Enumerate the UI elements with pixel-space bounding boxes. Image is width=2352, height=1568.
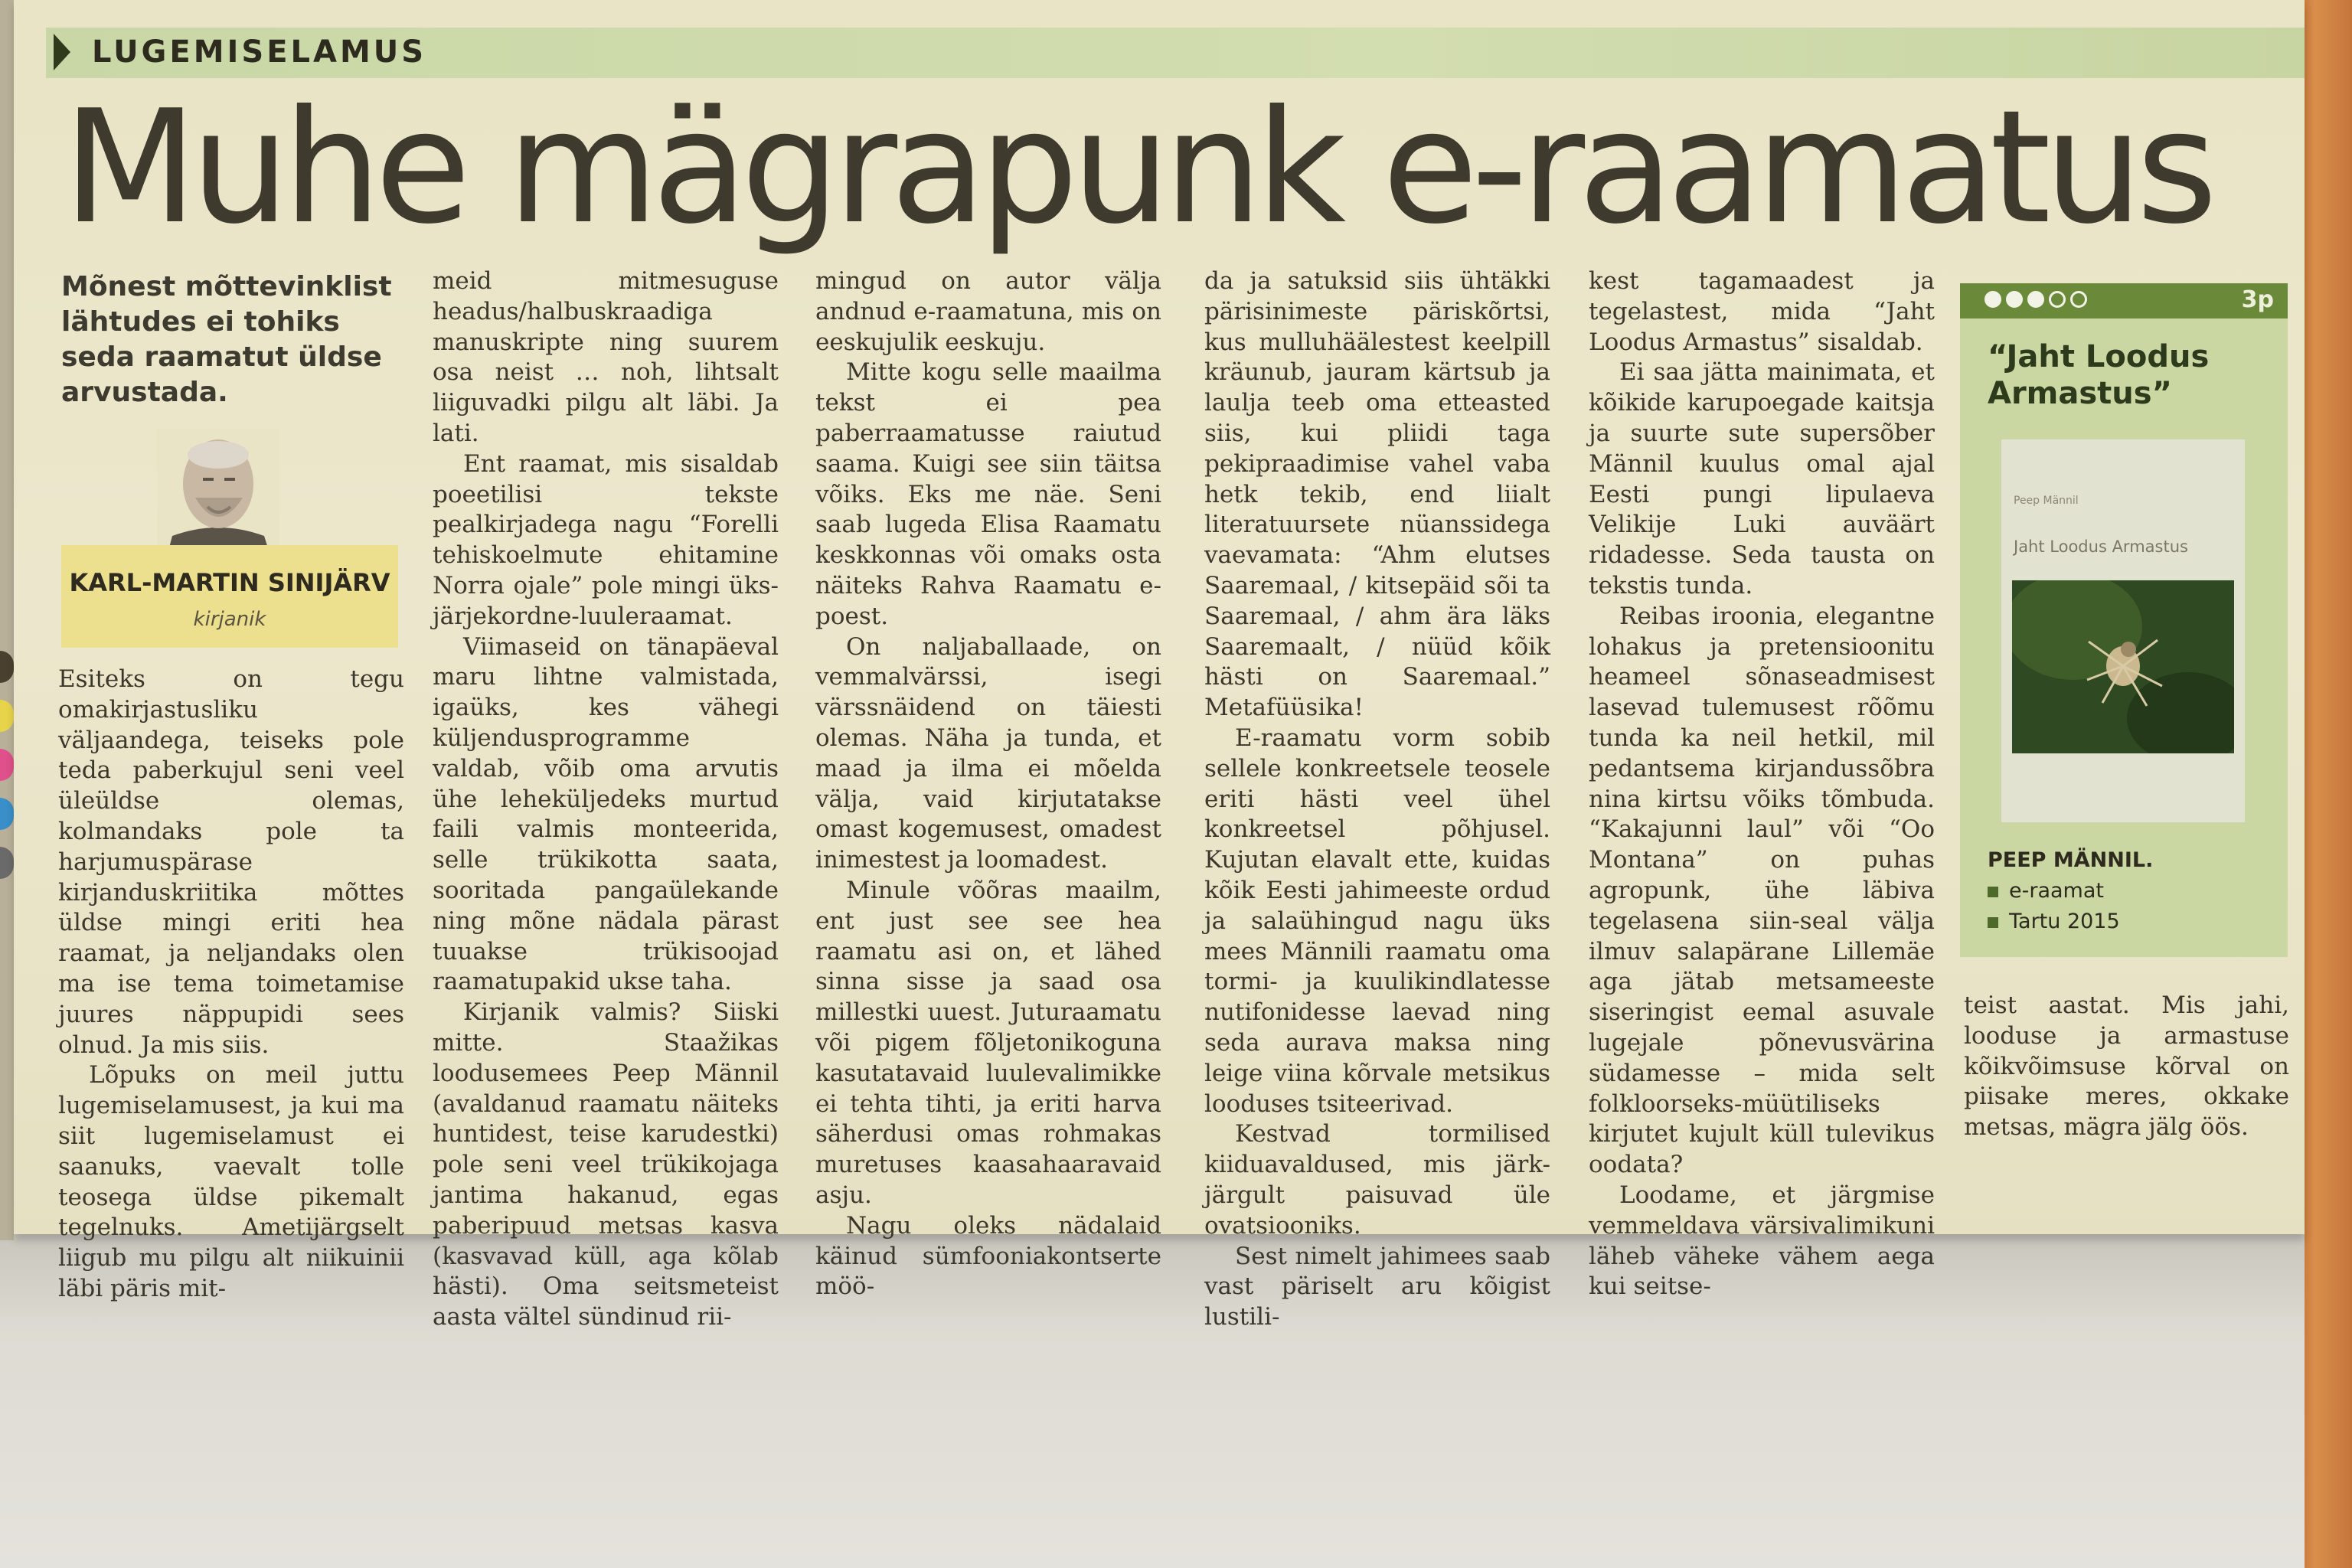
book-infobox bbox=[1960, 283, 2288, 957]
paragraph: Loodame, et järgmise vemmeldava värsivalimikuni läheb väheke vähem aega kui seitse- bbox=[1589, 1181, 1935, 1301]
book-cover bbox=[2001, 439, 2245, 822]
article-column-4 bbox=[1204, 266, 1550, 1333]
rating-header bbox=[1960, 283, 2288, 318]
book-format bbox=[1988, 876, 2278, 906]
paragraph: On naljaballaade, on vemmalvärssi, isegi värssnäidend on täiesti olemas. Näha ja tunda, et maad ja ilma ei mõelda välja, vaid kirjutatakse omast kogemusest, omadest inimestest ja loomadest. bbox=[815, 632, 1161, 874]
cover-author: Peep Männil bbox=[2014, 495, 2079, 507]
article-column-1 bbox=[58, 665, 404, 1305]
author-name: KARL-MARTIN SINIJÄRV bbox=[69, 568, 390, 597]
cover-spider-photo bbox=[2012, 580, 2234, 753]
cover-title: Jaht Loodus Armastus bbox=[2014, 537, 2188, 556]
rating-dots bbox=[1984, 291, 2092, 311]
article-column-6 bbox=[1964, 991, 2289, 1143]
rating-dot-filled-icon bbox=[2027, 291, 2044, 308]
paragraph: kest tagamaadest ja tegelastest, mida “Jaht Loodus Armastus” sisaldab. bbox=[1589, 267, 1935, 356]
rating-label: 3p bbox=[2241, 286, 2274, 313]
paragraph: teist aastat. Mis jahi, looduse ja armastuse kõikvõimsuse kõrval on piisake meres, okkake metsas, mägra jälg öös. bbox=[1964, 991, 2289, 1142]
bullet-square-icon bbox=[1988, 917, 1998, 928]
paragraph: Viimaseid on tänapäeval maru lihtne valmistada, igaüks, kes vähegi küljendusprogramme valdab, võib oma arvutis ühe leheküljedeks murtud faili valmis monteerida, selle trükikotta saata, sooritada pangaülekande ning mõne nädala pärast tuuakse trükisoojad raamatupakid ukse taha. bbox=[433, 632, 779, 996]
rating-dot-filled-icon bbox=[1984, 291, 2001, 308]
rating-dot-filled-icon bbox=[2006, 291, 2023, 308]
paragraph: Lõpuks on meil juttu lugemiselamusest, ja kui ma siit lugemiselamust ei saanuks, vaevalt tolle teosega üldse pikemalt tegelnuks. Ametijärgselt liigub mu pilgu alt niikuinii läbi päris mit- bbox=[58, 1061, 404, 1302]
article-lead: Mõnest mõttevinklist lähtudes ei tohiks seda raamatut üldse arvustada. bbox=[61, 271, 392, 408]
article-column-3 bbox=[815, 266, 1161, 1302]
paragraph: Mitte kogu selle maailma tekst ei pea paberraamatusse raiutud saama. Kuigi see siin täitsa võiks. Eks me näe. Seni saab lugeda Elisa Raamatu keskkonnas või omaks osta näiteks Rahva Raamatu e-poest. bbox=[815, 358, 1161, 630]
article-column-2 bbox=[433, 266, 779, 1333]
rating-dot-empty-icon bbox=[2049, 291, 2066, 308]
book-place-year-label: Tartu 2015 bbox=[2009, 910, 2120, 933]
paragraph: E-raamatu vorm sobib sellele konkreetsele teosele eriti hästi veel ühel konkreetsel põhjusel. Kujutan elavalt ette, kuidas kõik Eesti jahimeeste ordud ja salaühingud nagu üks mees Männili raamatu oma tormi- ja kuulikindlatesse nutifonidesse laevad ning seda aurava maksa ning leige viina kõrvale metsikus looduses tsiteerivad. bbox=[1204, 724, 1550, 1118]
chevron-right-icon bbox=[54, 34, 70, 70]
bullet-square-icon bbox=[1988, 887, 1998, 897]
section-kicker: LUGEMISELAMUS bbox=[92, 34, 427, 70]
paragraph: Ei saa jätta mainimata, et kõikide karupoegade kaitsja ja suurte sute supersõber Männil kuulus omal ajal Eesti pungi lipulaeva Velikije Luki auväärt ridadesse. Seda tausta on tekstis tunda. bbox=[1589, 358, 1935, 599]
paragraph: Nagu oleks nädalaid käinud sümfooniakontserte möö- bbox=[815, 1211, 1161, 1301]
paragraph: Kestvad tormilised kiiduavaldused, mis järk-järgult paisuvad üle ovatsiooniks. bbox=[1204, 1120, 1550, 1240]
paragraph: da ja satuksid siis ühtäkki pärisinimeste päriskõrtsi, kus mulluhäälestest keelpill kräunub, jauram kärtsub ja laulja teeb oma etteasted siis, kui pliidi taga pekipraadimise vahel vaba hetk tekib, end liialt literatuursete nüanssidega vaevamata: “Ahm elutses Saaremaal, / kitsepäid sõi ta Saaremaal, / ahm ära läks Saaremaalt, / nüüd kõik hästi on Saaremaal.” Metafüüsika! bbox=[1204, 267, 1550, 722]
rating-dot-empty-icon bbox=[2070, 291, 2087, 308]
book-meta bbox=[1988, 845, 2278, 937]
paragraph: Reibas iroonia, elegantne lohakus ja pretensioonitu heameel sõnaseadmisest lasevad tulemusest rõõmu tunda ka neil hetkil, mil pedantsema kirjandussõbra nina kirtsu võiks tõmbuda. “Kakajunni laul” või “Oo Montana” on puhas agropunk, ühe läbiva tegelasena siin-seal välja ilmuv salapärane Lillemäe aga jätab metsameeste siseringist eemal asuvale lugejale põnevusvärina südamesse – mida selt folkloorseks-müütiliseks kirjutet kujult küll tulevikus oodata? bbox=[1589, 602, 1935, 1179]
author-box bbox=[61, 545, 398, 648]
author-role: kirjanik bbox=[193, 608, 266, 631]
paragraph: Minule võõras maailm, ent just see see hea raamatu asi on, et lähed sinna sisse ja saad osa millestki uuest. Juturaamatu või pigem fõljetonikoguna kasutatavaid luulevalimikke ei tehta tihti, ja eriti harva säherdusi omas rohmakas muretuses kaasahaaravaid asju. bbox=[815, 876, 1161, 1209]
article-column-5 bbox=[1589, 266, 1935, 1302]
paragraph: mingud on autor välja andnud e-raamatuna, mis on eeskujulik eeskuju. bbox=[815, 267, 1161, 356]
book-format-label: e-raamat bbox=[2009, 879, 2104, 903]
color-registration-marks bbox=[0, 651, 14, 896]
paragraph: meid mitmesuguse headus/halbuskraadiga manuskripte ning suurem osa neist … noh, lihtsalt liiguvadki pilgu alt läbi. Ja lati. bbox=[433, 267, 779, 447]
paragraph: Esiteks on tegu omakirjastusliku väljaandega, teiseks pole teda paberkujul seni veel üleüldse olemas, kolmandaks pole ta harjumuspärase kirjanduskriitika mõttes üldse mingi eriti hea raamat, ja neljandaks olen ma ise tema toimetamise juures näppupidi sees olnud. Ja mis siis. bbox=[58, 665, 404, 1059]
book-place-year bbox=[1988, 906, 2278, 937]
paragraph: Sest nimelt jahimees saab vast päriselt aru kõigist lustili- bbox=[1204, 1242, 1550, 1331]
book-title: “Jaht Loodus Armastus” bbox=[1988, 339, 2210, 411]
headline: Muhe mägrapunk e-raamatus bbox=[63, 77, 2211, 259]
paragraph: Ent raamat, mis sisaldab poeetilisi tekste pealkirjadega nagu “Forelli tehiskoelmute ehitamine Norra ojale” pole mingi üks-järjekordne-luuleraamat. bbox=[433, 449, 779, 630]
book-author: PEEP MÄNNIL. bbox=[1988, 848, 2154, 872]
paragraph: Kirjanik valmis? Siiski mitte. Staažikas loodusemees Peep Männil (avaldanud raamatu näiteks huntidest, teise karudestki) pole seni veel trükikojaga jantima hakanud, egas paberipuud metsas kasva (kasvavad küll, aga kõlab hästi). Oma seitsmeteist aasta vältel sündinud rii- bbox=[433, 998, 779, 1331]
clipping-left-edge bbox=[0, 0, 14, 1240]
